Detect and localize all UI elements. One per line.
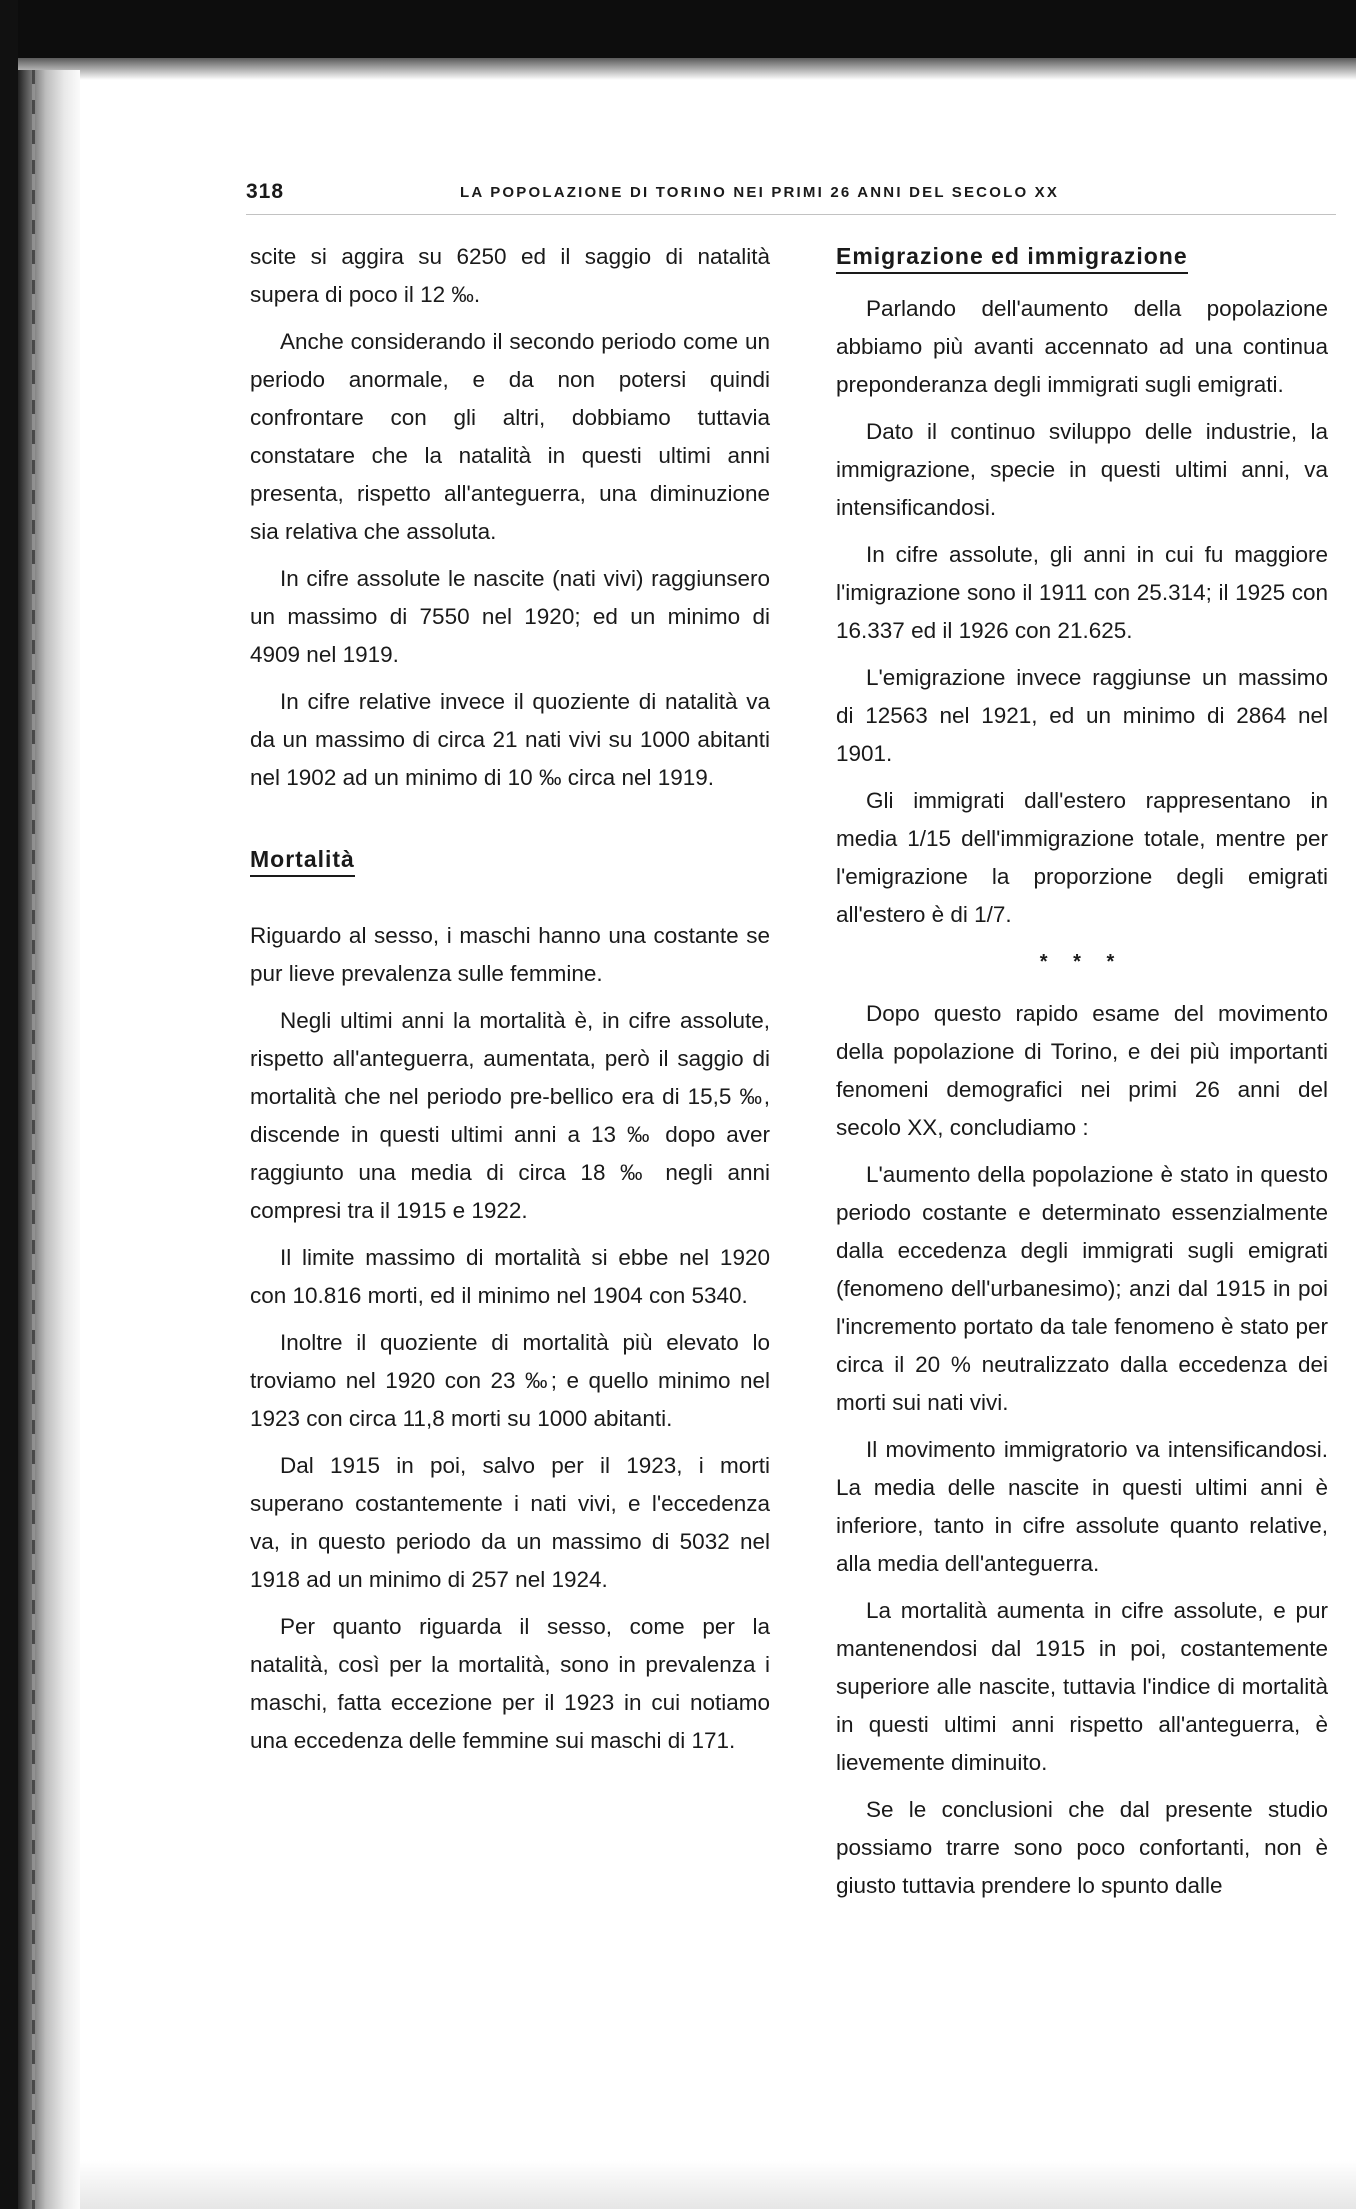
section-separator: * * *: [1039, 951, 1125, 973]
paragraph: Dato il continuo sviluppo delle industrie, la immigrazione, specie in questi ultimi anni, va intensificandosi.: [836, 419, 1328, 520]
paragraph: Parlando dell'aumento della popolazione abbiamo più avanti accennato ad una continua preponderanza degli immigrati sugli emigrati.: [836, 296, 1328, 397]
paragraph: scite si aggira su 6250 ed il saggio di natalità supera di poco il 12 ‰.: [250, 244, 770, 307]
section-heading-mortalita: Mortalità: [250, 844, 355, 877]
paragraph: In cifre assolute, gli anni in cui fu maggiore l'imigrazione sono il 1911 con 25.314; il 1925 con 16.337 ed il 1926 con 21.625.: [836, 542, 1328, 643]
scan-border-left: [0, 0, 18, 2209]
book-spine-shadow: [18, 70, 80, 2209]
paragraph: Riguardo al sesso, i maschi hanno una costante se pur lieve prevalenza sulle femmine.: [250, 923, 770, 986]
paragraph: La mortalità aumenta in cifre assolute, e pur mantenendosi dal 1915 in poi, costantemente superiore alle nascite, tuttavia l'indice di mortalità in questi ultimi anni rispetto all'anteguerra, è lievemente diminuito.: [836, 1598, 1328, 1775]
paragraph: Inoltre il quoziente di mortalità più elevato lo troviamo nel 1920 con 23 ‰; e quello minimo nel 1923 con circa 11,8 morti su 1000 abitanti.: [250, 1330, 770, 1431]
section-heading-emigrazione: Emigrazione ed immigrazione: [836, 241, 1188, 274]
paragraph: Se le conclusioni che dal presente studio possiamo trarre sono poco confortanti, non è giusto tuttavia prendere lo spunto dalle: [836, 1797, 1328, 1898]
running-title: LA POPOLAZIONE DI TORINO NEI PRIMI 26 ANNI DEL SECOLO XX: [460, 184, 1060, 201]
paragraph: L'aumento della popolazione è stato in questo periodo costante e determinato essenzialmente dalla eccedenza degli immigrati sugli emigrati (fenomeno dell'urbanesimo); anzi dal 1915 in poi l'incremento portato da tale fenomeno è stato per circa il 20 % neutralizzato dalla eccedenza dei morti sui nati vivi.: [836, 1162, 1328, 1415]
paragraph: Dopo questo rapido esame del movimento della popolazione di Torino, e dei più importanti fenomeni demografici nei primi 26 anni del secolo XX, concludiamo :: [836, 1001, 1328, 1140]
paragraph: Per quanto riguarda il sesso, come per la natalità, così per la mortalità, sono in prevalenza i maschi, fatta eccezione per il 1923 in cui notiamo una eccedenza delle femmine sui maschi di 171.: [250, 1614, 770, 1753]
paragraph: Il movimento immigratorio va intensificandosi. La media delle nascite in questi ultimi anni è inferiore, tanto in cifre assolute quanto relative, alla media dell'anteguerra.: [836, 1437, 1328, 1576]
scan-shadow: [0, 58, 1356, 80]
paragraph: Anche considerando il secondo periodo come un periodo anormale, e da non potersi quindi confrontare con gli altri, dobbiamo tuttavia constatare che la natalità in questi ultimi anni presenta, rispetto all'anteguerra, una diminuzione sia relativa che assoluta.: [250, 329, 770, 544]
left-column: [250, 238, 770, 1760]
scan-border-top: [0, 0, 1356, 62]
paragraph: In cifre relative invece il quoziente di natalità va da un massimo di circa 21 nati vivi su 1000 abitanti nel 1902 ad un minimo di 10 ‰ circa nel 1919.: [250, 689, 770, 790]
paragraph: Gli immigrati dall'estero rappresentano in media 1/15 dell'immigrazione totale, mentre per l'emigrazione la proporzione degli emigrati all'estero è di 1/7.: [836, 788, 1328, 927]
paragraph: Il limite massimo di mortalità si ebbe nel 1920 con 10.816 morti, ed il minimo nel 1904 con 5340.: [250, 1245, 770, 1308]
paragraph: Negli ultimi anni la mortalità è, in cifre assolute, rispetto all'anteguerra, aumentata, però il saggio di mortalità che nel periodo pre-bellico era di 15,5 ‰, discende in questi ultimi anni a 13 ‰ dopo aver raggiunto una media di circa 18 ‰ negli anni compresi tra il 1915 e 1922.: [250, 1008, 770, 1223]
page-bottom-shadow: [80, 2160, 1356, 2209]
paragraph: In cifre assolute le nascite (nati vivi) raggiunsero un massimo di 7550 nel 1920; ed un minimo di 4909 nel 1919.: [250, 566, 770, 667]
page-number: 318: [246, 180, 285, 203]
header-rule: [246, 214, 1336, 215]
paragraph: Dal 1915 in poi, salvo per il 1923, i morti superano costantemente i nati vivi, e l'eccedenza va, in questo periodo da un massimo di 5032 nel 1918 ad un minimo di 257 nel 1924.: [250, 1453, 770, 1592]
paragraph: L'emigrazione invece raggiunse un massimo di 12563 nel 1921, ed un minimo di 2864 nel 1901.: [836, 665, 1328, 766]
right-column: [836, 238, 1328, 1905]
